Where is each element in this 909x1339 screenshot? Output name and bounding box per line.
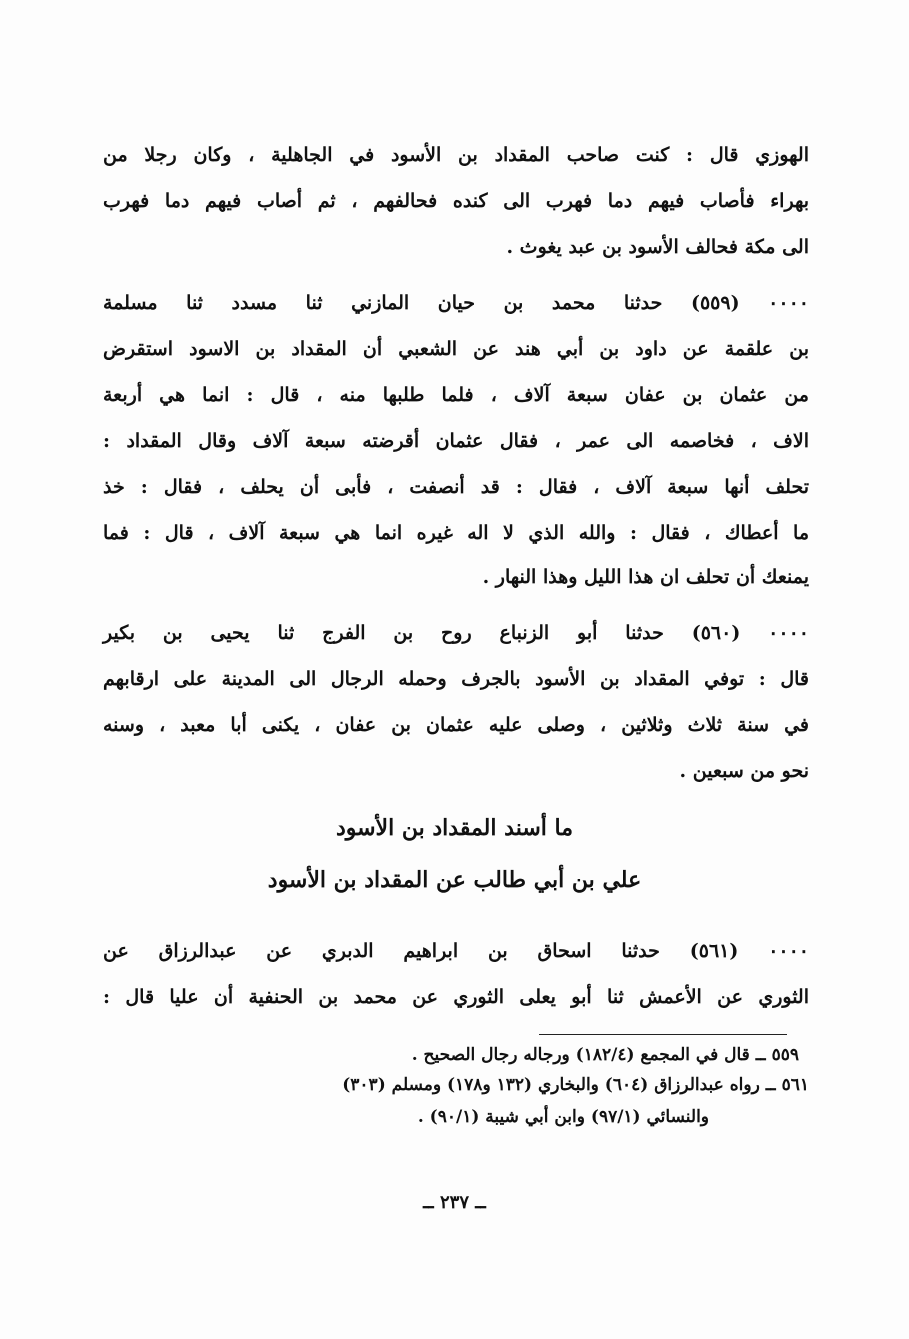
page-number: ــ ٢٣٧ ــ (423, 1192, 486, 1213)
footnote-rule (539, 1034, 787, 1035)
text-line: يمنعك أن تحلف ان هذا الليل وهذا النهار . (482, 566, 809, 588)
text-line: الاف ، فخاصمه الى عمر ، فقال عثمان أقرضته سبعة آلاف وقال المقداد : (103, 430, 809, 452)
section-heading: ما أسند المقداد بن الأسود (335, 815, 574, 841)
text-line: الثوري عن الأعمش ثنا أبو يعلى الثوري عن محمد بن الحنفية أن عليا قال : (103, 986, 809, 1008)
text-line: في سنة ثلاث وثلاثين ، وصلى عليه عثمان بن عفان ، يكنى أبا معبد ، وسنه (103, 714, 809, 736)
text-line: بن علقمة عن داود بن أبي هند عن الشعبي أن المقداد بن الاسود استقرض (103, 338, 809, 360)
text-line: ما أعطاك ، فقال : والله الذي لا اله غيره انما هي سبعة آلاف ، قال : فما (103, 522, 809, 544)
footnote: ٥٦١ ــ رواه عبدالرزاق (٦٠٤) والبخاري (١٣٢ و١٧٨) ومسلم (٣٠٣) (342, 1075, 809, 1095)
text-line: الهوزي قال : كنت صاحب المقداد بن الأسود في الجاهلية ، وكان رجلا من (103, 144, 809, 166)
text-line: من عثمان بن عفان سبعة آلاف ، فلما طلبها منه ، قال : انما هي أربعة (103, 384, 809, 406)
text-line: بهراء فأصاب فيهم دما فهرب الى كنده فحالفهم ، ثم أصاب فيهم دما فهرب (103, 190, 809, 212)
footnote: ٥٥٩ ــ قال في المجمع (١٨٢/٤) ورجاله رجال الصحيح . (411, 1045, 799, 1065)
text-line: تحلف أنها سبعة آلاف ، فقال : قد أنصفت ، فأبى أن يحلف ، فقال : خذ (103, 476, 809, 498)
footnote: والنسائي (٩٧/١) وابن أبي شيبة (٩٠/١) . (417, 1107, 709, 1127)
text-line: ٠٠٠٠ (٥٥٩) حدثنا محمد بن حيان المازني ثنا مسدد ثنا مسلمة (103, 292, 809, 314)
text-line: قال : توفي المقداد بن الأسود بالجرف وحمله الرجال الى المدينة على ارقابهم (103, 668, 809, 690)
text-line: الى مكة فحالف الأسود بن عبد يغوث . (506, 236, 809, 258)
text-line: نحو من سبعين . (679, 760, 809, 782)
text-line: ٠٠٠٠ (٥٦١) حدثنا اسحاق بن ابراهيم الدبري عن عبدالرزاق عن (103, 940, 810, 962)
text-line: ٠٠٠٠ (٥٦٠) حدثنا أبو الزنباع روح بن الفرج ثنا يحيى بن بكير (103, 622, 809, 644)
section-subheading: علي بن أبي طالب عن المقداد بن الأسود (267, 867, 642, 893)
